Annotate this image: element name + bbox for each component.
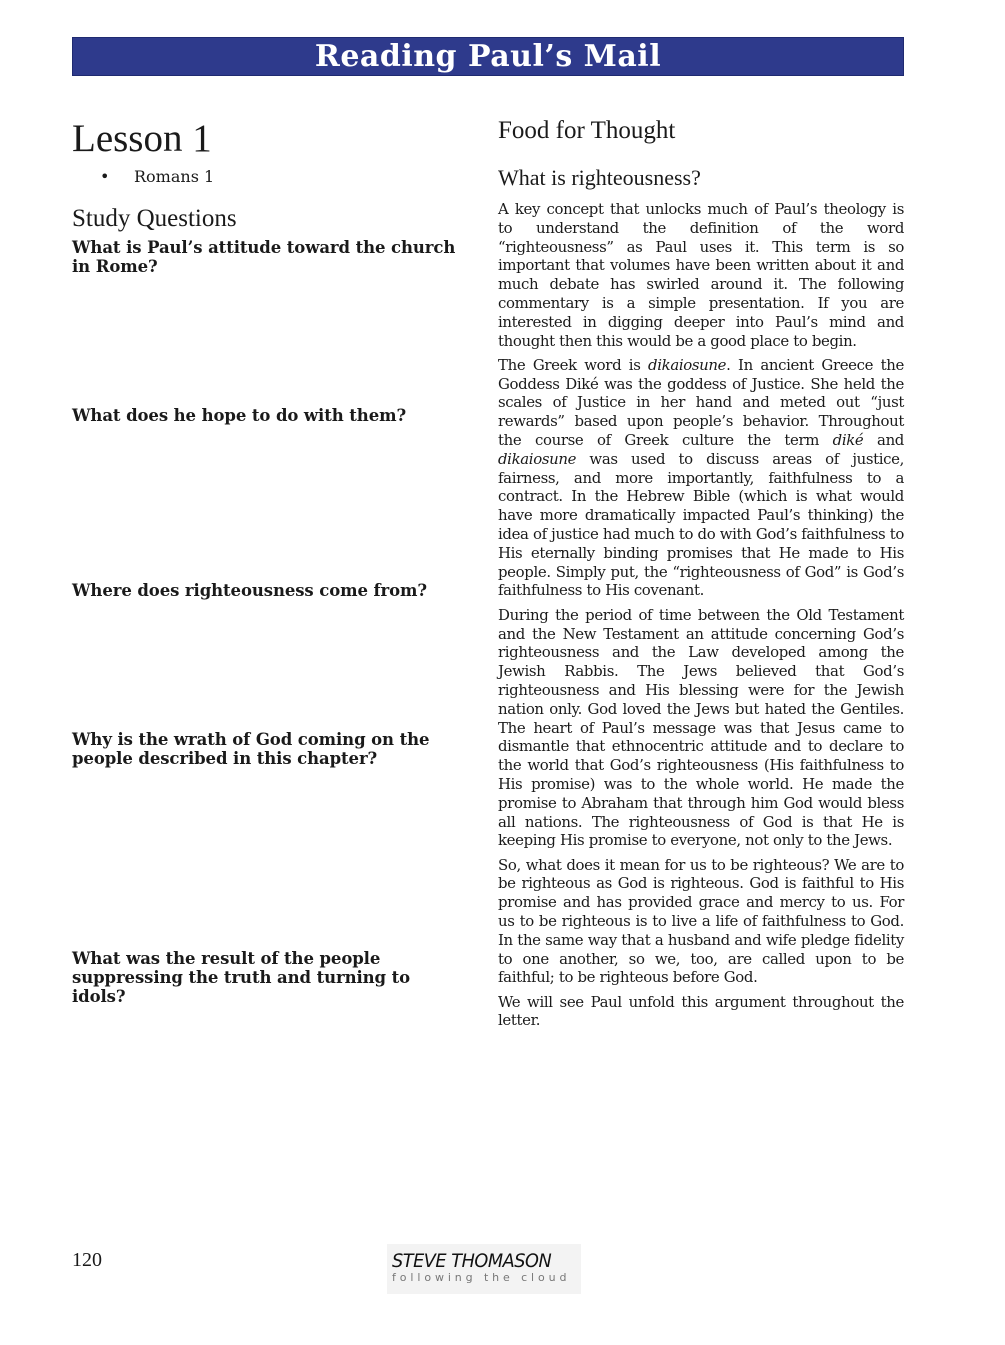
- header-banner: [72, 37, 904, 76]
- page-number: 120: [72, 1249, 102, 1271]
- paragraph-4: So, what does it mean for us to be righteous? We are to be righteous as God is righteous. God is faithful to His promise and has provided grace and mercy to us. For us to be righteous is to live a life of faithfulness to God. In the same way that a husband and wife pledge fidelity to one another, so we, too, are called upon to be faithful; to be righteous before God.: [498, 855, 904, 987]
- food-for-thought-title: Food for Thought: [498, 117, 676, 144]
- text-run: was used to discuss areas of justice, fairness, and more importantly, faithfulness to a contract. In the Hebrew Bible (which is what would have more dramatically impacted Paul’s thinking) the idea of justice had much to do with God’s faithfulness to His eternally binding promises that He made to His people. Simply put, the “righteousness of God” is God’s faithfulness to His covenant.: [498, 449, 904, 600]
- greek-term: dikaiosune: [648, 355, 727, 374]
- question-3: Where does righteousness come from?: [72, 581, 427, 600]
- greek-term: diké: [832, 431, 864, 450]
- greek-term: dikaiosune: [498, 449, 577, 468]
- paragraph-3: During the period of time between the Old Testament and the New Testament an attitude concerning God’s righteousness and the Law developed among the Jewish Rabbis. The Jews believed that God’s righteousness and His blessing were for the Jewish nation only. God loved the Jews but hated the Gentiles. The heart of Paul’s message was that Jesus came to dismantle that ethnocentric attitude and to declare to the world that God’s righteousness (His faithfulness to His promise) was to the whole world. He made the promise to Abraham that through him God would bless all nations. The righteousness of God is that He is keeping His promise to everyone, not only to the Jews.: [498, 605, 904, 850]
- question-2: What does he hope to do with them?: [72, 406, 407, 425]
- question-4: Why is the wrath of God coming on the people described in this chapter?: [72, 730, 430, 768]
- question-5: What was the result of the people suppressing the truth and turning to idols?: [72, 949, 411, 1006]
- paragraph-1: A key concept that unlocks much of Paul’s theology is to understand the definition of the word “righteousness” as Paul uses it. This term is so important that volumes have been written about it and much debate has swirled around it. The following commentary is a simple presentation. If you are interested in digging deeper into Paul’s mind and thought then this would be a good place to begin.: [498, 200, 904, 350]
- text-run: . In ancient Greece the Goddess Diké was the goddess of Justice. She held the scales of Justice in her hand and meted out “just rewards” based upon people’s behavior. Throughout the course of Greek culture the term: [498, 355, 904, 450]
- author-logo: [387, 1244, 581, 1294]
- text-run: The Greek word is: [498, 355, 649, 374]
- logo-tagline: following the cloud: [392, 1271, 571, 1284]
- reading-list: [72, 166, 477, 188]
- bullet-icon: •: [100, 167, 110, 186]
- paragraph-2: [498, 356, 904, 600]
- study-questions-title: Study Questions: [72, 205, 237, 232]
- text-run: and: [863, 431, 904, 450]
- reading-label: Romans 1: [134, 167, 215, 186]
- book-title: Reading Paul’s Mail: [314, 38, 662, 74]
- paragraph-5: We will see Paul unfold this argument throughout the letter.: [498, 992, 904, 1030]
- question-1: What is Paul’s attitude toward the church in Rome?: [72, 238, 456, 276]
- logo-name: STEVE THOMASON: [392, 1250, 552, 1272]
- left-column: [72, 112, 477, 1006]
- lesson-title: Lesson 1: [72, 117, 212, 160]
- reading-item: [72, 166, 477, 188]
- subsection-title: What is righteousness?: [498, 165, 701, 190]
- right-column: [498, 112, 904, 1036]
